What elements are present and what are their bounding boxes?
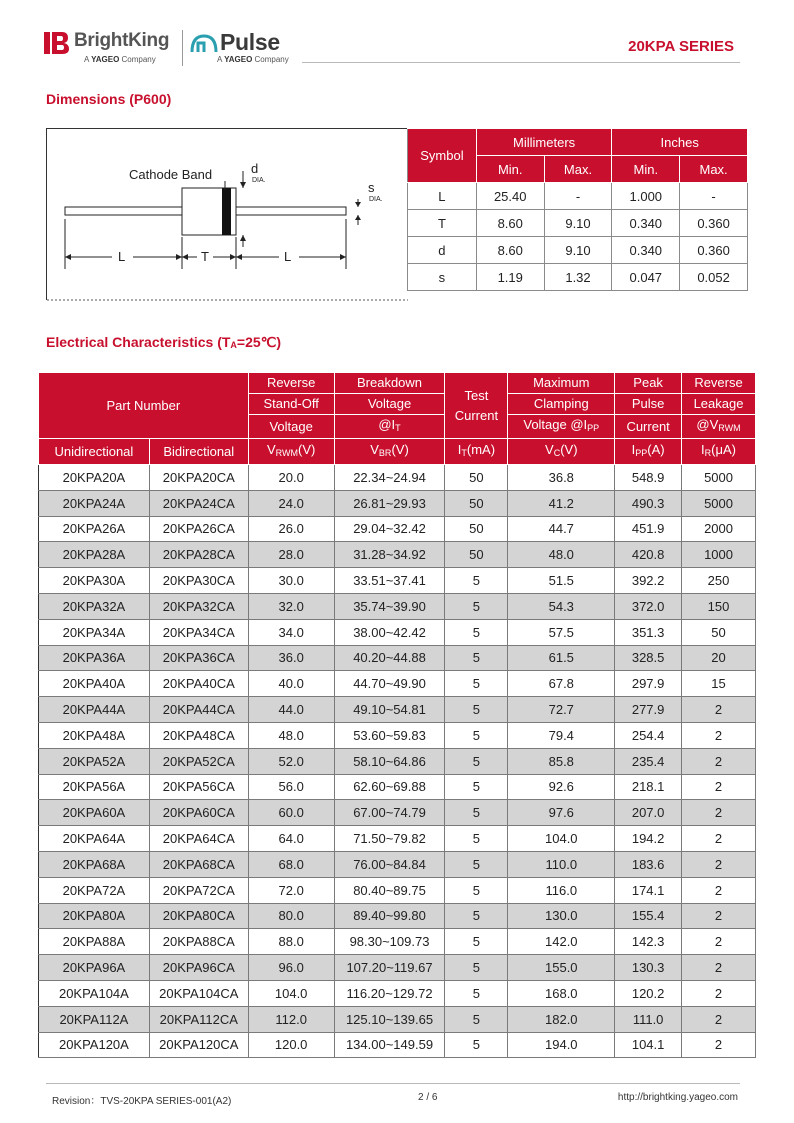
- cell-vrwm: 112.0: [248, 1006, 334, 1032]
- cell-it: 5: [445, 800, 508, 826]
- header-rule: [302, 62, 740, 63]
- cell-vc: 54.3: [508, 593, 615, 619]
- cell-vc: 79.4: [508, 722, 615, 748]
- cell-ir: 2: [682, 697, 756, 723]
- dim-cell-in-min: 0.047: [612, 264, 680, 291]
- vbr-header-1: Breakdown: [334, 373, 445, 394]
- cell-it: 5: [445, 671, 508, 697]
- cell-ir: 2: [682, 748, 756, 774]
- vc-header-3: Voltage $@I_{PP}$: [508, 415, 615, 439]
- cell-bidirectional: 20KPA80CA: [149, 903, 248, 929]
- cell-unidirectional: 20KPA36A: [39, 645, 150, 671]
- cell-ipp: 297.9: [615, 671, 682, 697]
- cell-it: 5: [445, 619, 508, 645]
- cell-vrwm: 32.0: [248, 593, 334, 619]
- dim-table-row: [408, 237, 748, 264]
- table-row: [39, 877, 756, 903]
- table-row: [39, 1006, 756, 1032]
- cell-vc: 116.0: [508, 877, 615, 903]
- ir-unit: $I_R(\mu A)$: [682, 439, 756, 465]
- cell-vbr: 33.51~37.41: [334, 568, 445, 594]
- cell-unidirectional: 20KPA80A: [39, 903, 150, 929]
- cell-ipp: 194.2: [615, 826, 682, 852]
- cell-unidirectional: 20KPA56A: [39, 774, 150, 800]
- cell-vbr: 35.74~39.90: [334, 593, 445, 619]
- cell-ir: 2: [682, 877, 756, 903]
- table-row: [39, 748, 756, 774]
- dim-cell-symbol: s: [408, 264, 477, 291]
- cell-vrwm: 96.0: [248, 955, 334, 981]
- cell-bidirectional: 20KPA104CA: [149, 980, 248, 1006]
- cell-ir: 2: [682, 722, 756, 748]
- vbr-unit: $V_{BR}(V)$: [334, 439, 445, 465]
- cell-unidirectional: 20KPA96A: [39, 955, 150, 981]
- cell-unidirectional: 20KPA112A: [39, 1006, 150, 1032]
- cell-vbr: 38.00~42.42: [334, 619, 445, 645]
- cell-it: 5: [445, 851, 508, 877]
- brightking-logo-icon: [44, 30, 70, 56]
- series-title: 20KPA SERIES: [628, 38, 734, 55]
- test-current-header: Test Current: [445, 373, 508, 439]
- cell-bidirectional: 20KPA28CA: [149, 542, 248, 568]
- package-drawing: [46, 128, 407, 300]
- dimensions-table-body: [408, 183, 748, 291]
- vrwm-unit: $V_{RWM}(V)$: [248, 439, 334, 465]
- vrwm-header-2: Stand-Off: [248, 394, 334, 415]
- mm-max-header: Max.: [544, 156, 612, 183]
- dim-cell-in-max: -: [680, 183, 748, 210]
- dim-cell-mm-max: 1.32: [544, 264, 612, 291]
- cell-bidirectional: 20KPA64CA: [149, 826, 248, 852]
- cell-bidirectional: 20KPA72CA: [149, 877, 248, 903]
- cell-vbr: 98.30~109.73: [334, 929, 445, 955]
- table-row: [39, 671, 756, 697]
- cell-unidirectional: 20KPA68A: [39, 851, 150, 877]
- table-row: [39, 1032, 756, 1058]
- cell-it: 5: [445, 826, 508, 852]
- cell-vc: 110.0: [508, 851, 615, 877]
- table-row: [39, 516, 756, 542]
- cell-vbr: 116.20~129.72: [334, 980, 445, 1006]
- cell-vc: 92.6: [508, 774, 615, 800]
- dim-cell-in-min: 0.340: [612, 210, 680, 237]
- cell-vc: 130.0: [508, 903, 615, 929]
- cell-ir: 2000: [682, 516, 756, 542]
- cell-vbr: 107.20~119.67: [334, 955, 445, 981]
- cell-bidirectional: 20KPA20CA: [149, 465, 248, 491]
- cell-bidirectional: 20KPA68CA: [149, 851, 248, 877]
- cell-bidirectional: 20KPA112CA: [149, 1006, 248, 1032]
- page-header: [0, 0, 794, 80]
- dim-cell-in-min: 0.340: [612, 237, 680, 264]
- cell-vbr: 29.04~32.42: [334, 516, 445, 542]
- cell-it: 5: [445, 722, 508, 748]
- cell-ir: 15: [682, 671, 756, 697]
- cell-vc: 61.5: [508, 645, 615, 671]
- cell-ipp: 120.2: [615, 980, 682, 1006]
- cell-vc: 44.7: [508, 516, 615, 542]
- table-row: [39, 851, 756, 877]
- cell-bidirectional: 20KPA30CA: [149, 568, 248, 594]
- d-dia-label: DIA.: [252, 177, 266, 184]
- dim-cell-mm-max: 9.10: [544, 237, 612, 264]
- cell-vrwm: 72.0: [248, 877, 334, 903]
- table-row: [39, 774, 756, 800]
- cell-vc: 67.8: [508, 671, 615, 697]
- s-dia-label: DIA.: [369, 196, 383, 203]
- vrwm-header-3: Voltage: [248, 415, 334, 439]
- cell-unidirectional: 20KPA30A: [39, 568, 150, 594]
- cell-bidirectional: 20KPA44CA: [149, 697, 248, 723]
- ipp-header-1: Peak: [615, 373, 682, 394]
- cell-vrwm: 44.0: [248, 697, 334, 723]
- cell-vc: 155.0: [508, 955, 615, 981]
- dim-cell-mm-min: 25.40: [476, 183, 544, 210]
- cell-ir: 2: [682, 1006, 756, 1032]
- cell-unidirectional: 20KPA34A: [39, 619, 150, 645]
- cell-it: 5: [445, 1006, 508, 1032]
- cell-ir: 2: [682, 826, 756, 852]
- cell-vrwm: 52.0: [248, 748, 334, 774]
- cell-it: 5: [445, 774, 508, 800]
- cell-bidirectional: 20KPA36CA: [149, 645, 248, 671]
- logo-divider: [182, 30, 183, 66]
- table-row: [39, 619, 756, 645]
- table-row: [39, 593, 756, 619]
- cell-vbr: 71.50~79.82: [334, 826, 445, 852]
- millimeters-header: Millimeters: [476, 129, 612, 156]
- cell-unidirectional: 20KPA32A: [39, 593, 150, 619]
- cell-ipp: 235.4: [615, 748, 682, 774]
- cell-vrwm: 64.0: [248, 826, 334, 852]
- ir-header-2: Leakage: [682, 394, 756, 415]
- cell-ipp: 392.2: [615, 568, 682, 594]
- cell-vbr: 26.81~29.93: [334, 490, 445, 516]
- vbr-header-2: Voltage: [334, 394, 445, 415]
- pulse-logo-subtitle: A YAGEO Company: [217, 55, 289, 64]
- d-label: d: [251, 161, 259, 176]
- cell-bidirectional: 20KPA88CA: [149, 929, 248, 955]
- cell-vbr: 125.10~139.65: [334, 1006, 445, 1032]
- ipp-header-2: Pulse: [615, 394, 682, 415]
- cell-it: 50: [445, 516, 508, 542]
- table-row: [39, 542, 756, 568]
- mm-min-header: Min.: [476, 156, 544, 183]
- cell-ipp: 254.4: [615, 722, 682, 748]
- cell-vrwm: 68.0: [248, 851, 334, 877]
- vc-header-1: Maximum: [508, 373, 615, 394]
- pulse-logo-text: Pulse: [220, 29, 280, 55]
- cell-vrwm: 80.0: [248, 903, 334, 929]
- cell-it: 50: [445, 490, 508, 516]
- cell-ir: 20: [682, 645, 756, 671]
- unidirectional-header: Unidirectional: [39, 439, 150, 465]
- cell-vbr: 67.00~74.79: [334, 800, 445, 826]
- package-outline-diagram: [47, 129, 408, 301]
- cell-it: 5: [445, 748, 508, 774]
- cell-vrwm: 26.0: [248, 516, 334, 542]
- cell-it: 50: [445, 465, 508, 491]
- cell-ipp: 451.9: [615, 516, 682, 542]
- cell-it: 5: [445, 1032, 508, 1058]
- cell-vrwm: 48.0: [248, 722, 334, 748]
- electrical-title: Electrical Characteristics $(T_A=25℃)$: [46, 334, 282, 350]
- cell-ipp: 104.1: [615, 1032, 682, 1058]
- cell-it: 5: [445, 980, 508, 1006]
- cell-vc: 57.5: [508, 619, 615, 645]
- dim-cell-mm-min: 1.19: [476, 264, 544, 291]
- table-row: [39, 800, 756, 826]
- brightking-logo-subtitle: A YAGEO Company: [84, 55, 156, 64]
- cell-vc: 182.0: [508, 1006, 615, 1032]
- part-number-header: Part Number: [39, 373, 249, 439]
- cell-ipp: 218.1: [615, 774, 682, 800]
- cell-it: 50: [445, 542, 508, 568]
- table-row: [39, 929, 756, 955]
- cell-vc: 51.5: [508, 568, 615, 594]
- cell-vbr: 134.00~149.59: [334, 1032, 445, 1058]
- dim-cell-symbol: L: [408, 183, 477, 210]
- cell-vbr: 44.70~49.90: [334, 671, 445, 697]
- cell-vc: 97.6: [508, 800, 615, 826]
- cell-ipp: 372.0: [615, 593, 682, 619]
- cell-bidirectional: 20KPA24CA: [149, 490, 248, 516]
- cell-bidirectional: 20KPA32CA: [149, 593, 248, 619]
- cell-vrwm: 30.0: [248, 568, 334, 594]
- cell-ipp: 155.4: [615, 903, 682, 929]
- cell-vbr: 80.40~89.75: [334, 877, 445, 903]
- table-row: [39, 465, 756, 491]
- inches-header: Inches: [612, 129, 748, 156]
- dimensions-title: Dimensions (P600): [46, 91, 172, 107]
- footer-page-number: 2 / 6: [418, 1092, 438, 1103]
- l-left-label: L: [118, 249, 126, 264]
- cell-ipp: 548.9: [615, 465, 682, 491]
- vc-header-2: Clamping: [508, 394, 615, 415]
- table-row: [39, 645, 756, 671]
- cell-unidirectional: 20KPA64A: [39, 826, 150, 852]
- ipp-unit: $I_{PP}(A)$: [615, 439, 682, 465]
- dim-table-row: [408, 264, 748, 291]
- cell-ipp: 328.5: [615, 645, 682, 671]
- cell-it: 5: [445, 593, 508, 619]
- cell-vbr: 49.10~54.81: [334, 697, 445, 723]
- cell-unidirectional: 20KPA40A: [39, 671, 150, 697]
- cell-it: 5: [445, 877, 508, 903]
- cell-it: 5: [445, 903, 508, 929]
- symbol-header: Symbol: [408, 129, 477, 183]
- cell-unidirectional: 20KPA28A: [39, 542, 150, 568]
- cell-vbr: 58.10~64.86: [334, 748, 445, 774]
- cell-ir: 2: [682, 929, 756, 955]
- cell-it: 5: [445, 645, 508, 671]
- cell-unidirectional: 20KPA52A: [39, 748, 150, 774]
- cell-vrwm: 34.0: [248, 619, 334, 645]
- cell-vrwm: 28.0: [248, 542, 334, 568]
- cell-ir: 5000: [682, 490, 756, 516]
- table-row: [39, 568, 756, 594]
- cell-vbr: 53.60~59.83: [334, 722, 445, 748]
- cell-vbr: 22.34~24.94: [334, 465, 445, 491]
- cell-unidirectional: 20KPA26A: [39, 516, 150, 542]
- dim-cell-in-max: 0.360: [680, 210, 748, 237]
- cell-vc: 41.2: [508, 490, 615, 516]
- ir-header-1: Reverse: [682, 373, 756, 394]
- cell-bidirectional: 20KPA96CA: [149, 955, 248, 981]
- vc-unit: $V_C(V)$: [508, 439, 615, 465]
- cell-unidirectional: 20KPA104A: [39, 980, 150, 1006]
- cell-unidirectional: 20KPA72A: [39, 877, 150, 903]
- cell-ir: 1000: [682, 542, 756, 568]
- cathode-band-label: Cathode Band: [129, 167, 213, 182]
- dim-table-row: [408, 183, 748, 210]
- cell-bidirectional: 20KPA56CA: [149, 774, 248, 800]
- pulse-logo-icon: [190, 32, 218, 56]
- electrical-table-body: [39, 465, 756, 1058]
- cell-vc: 72.7: [508, 697, 615, 723]
- cell-ir: 250: [682, 568, 756, 594]
- dimensions-table: [407, 128, 748, 291]
- cell-bidirectional: 20KPA26CA: [149, 516, 248, 542]
- dim-cell-symbol: d: [408, 237, 477, 264]
- cell-unidirectional: 20KPA20A: [39, 465, 150, 491]
- cell-unidirectional: 20KPA44A: [39, 697, 150, 723]
- dim-cell-mm-max: -: [544, 183, 612, 210]
- cell-vrwm: 56.0: [248, 774, 334, 800]
- cell-unidirectional: 20KPA24A: [39, 490, 150, 516]
- cell-vc: 36.8: [508, 465, 615, 491]
- cell-vrwm: 88.0: [248, 929, 334, 955]
- l-right-label: L: [284, 249, 292, 264]
- cell-vbr: 89.40~99.80: [334, 903, 445, 929]
- cell-ir: 2: [682, 851, 756, 877]
- cell-ipp: 142.3: [615, 929, 682, 955]
- electrical-table-header: [39, 373, 756, 465]
- cell-it: 5: [445, 568, 508, 594]
- dim-cell-in-max: 0.052: [680, 264, 748, 291]
- cell-vrwm: 60.0: [248, 800, 334, 826]
- cell-ipp: 174.1: [615, 877, 682, 903]
- ipp-header-3: Current: [615, 415, 682, 439]
- cell-vrwm: 24.0: [248, 490, 334, 516]
- el-units-row: [39, 439, 756, 465]
- vrwm-header-1: Reverse: [248, 373, 334, 394]
- in-max-header: Max.: [680, 156, 748, 183]
- cell-ir: 2: [682, 774, 756, 800]
- cell-ir: 5000: [682, 465, 756, 491]
- cell-vrwm: 40.0: [248, 671, 334, 697]
- cell-ir: 2: [682, 903, 756, 929]
- cell-vbr: 31.28~34.92: [334, 542, 445, 568]
- dim-cell-mm-min: 8.60: [476, 237, 544, 264]
- el-header-row-1: [39, 373, 756, 394]
- brightking-logo-text: BrightKing: [74, 30, 170, 51]
- cell-vrwm: 20.0: [248, 465, 334, 491]
- ir-header-3: $@V_{RWM}$: [682, 415, 756, 439]
- cell-ipp: 277.9: [615, 697, 682, 723]
- cell-vc: 142.0: [508, 929, 615, 955]
- bidirectional-header: Bidirectional: [149, 439, 248, 465]
- cell-vbr: 40.20~44.88: [334, 645, 445, 671]
- cell-unidirectional: 20KPA120A: [39, 1032, 150, 1058]
- table-row: [39, 903, 756, 929]
- footer-url[interactable]: http://brightking.yageo.com: [617, 1092, 738, 1103]
- cell-ipp: 420.8: [615, 542, 682, 568]
- cell-ipp: 130.3: [615, 955, 682, 981]
- dim-table-row: [408, 210, 748, 237]
- dim-cell-mm-min: 8.60: [476, 210, 544, 237]
- cell-it: 5: [445, 929, 508, 955]
- t-label: T: [201, 249, 209, 264]
- cell-vbr: 62.60~69.88: [334, 774, 445, 800]
- table-row: [39, 826, 756, 852]
- cell-vrwm: 120.0: [248, 1032, 334, 1058]
- cell-vrwm: 104.0: [248, 980, 334, 1006]
- cell-unidirectional: 20KPA48A: [39, 722, 150, 748]
- table-row: [39, 955, 756, 981]
- table-row: [39, 697, 756, 723]
- s-label: s: [368, 180, 375, 195]
- cell-ipp: 490.3: [615, 490, 682, 516]
- cell-bidirectional: 20KPA48CA: [149, 722, 248, 748]
- footer-rule: [46, 1083, 740, 1084]
- in-min-header: Min.: [612, 156, 680, 183]
- cell-bidirectional: 20KPA34CA: [149, 619, 248, 645]
- cell-it: 5: [445, 697, 508, 723]
- table-row: [39, 490, 756, 516]
- cell-vc: 194.0: [508, 1032, 615, 1058]
- cell-vc: 104.0: [508, 826, 615, 852]
- dim-header-row-1: [408, 129, 748, 156]
- cell-unidirectional: 20KPA60A: [39, 800, 150, 826]
- table-row: [39, 722, 756, 748]
- cell-bidirectional: 20KPA40CA: [149, 671, 248, 697]
- cell-ir: 2: [682, 980, 756, 1006]
- cell-bidirectional: 20KPA120CA: [149, 1032, 248, 1058]
- dim-cell-in-min: 1.000: [612, 183, 680, 210]
- cell-vc: 168.0: [508, 980, 615, 1006]
- cell-vc: 48.0: [508, 542, 615, 568]
- cell-it: 5: [445, 955, 508, 981]
- cell-bidirectional: 20KPA60CA: [149, 800, 248, 826]
- cell-ipp: 207.0: [615, 800, 682, 826]
- dim-cell-mm-max: 9.10: [544, 210, 612, 237]
- cell-ir: 2: [682, 800, 756, 826]
- electrical-table: [38, 372, 756, 1058]
- cell-vrwm: 36.0: [248, 645, 334, 671]
- cell-unidirectional: 20KPA88A: [39, 929, 150, 955]
- dim-cell-symbol: T: [408, 210, 477, 237]
- cell-ir: 50: [682, 619, 756, 645]
- cell-ir: 2: [682, 1032, 756, 1058]
- cell-ipp: 183.6: [615, 851, 682, 877]
- cell-bidirectional: 20KPA52CA: [149, 748, 248, 774]
- table-row: [39, 980, 756, 1006]
- cell-vbr: 76.00~84.84: [334, 851, 445, 877]
- cell-ir: 150: [682, 593, 756, 619]
- cell-ir: 2: [682, 955, 756, 981]
- dim-cell-in-max: 0.360: [680, 237, 748, 264]
- vbr-header-3: $@I_T$: [334, 415, 445, 439]
- it-unit: $I_T(mA)$: [445, 439, 508, 465]
- footer-revision: Revision：TVS-20KPA SERIES-001(A2): [52, 1096, 232, 1107]
- cell-ipp: 351.3: [615, 619, 682, 645]
- cell-vc: 85.8: [508, 748, 615, 774]
- cell-ipp: 111.0: [615, 1006, 682, 1032]
